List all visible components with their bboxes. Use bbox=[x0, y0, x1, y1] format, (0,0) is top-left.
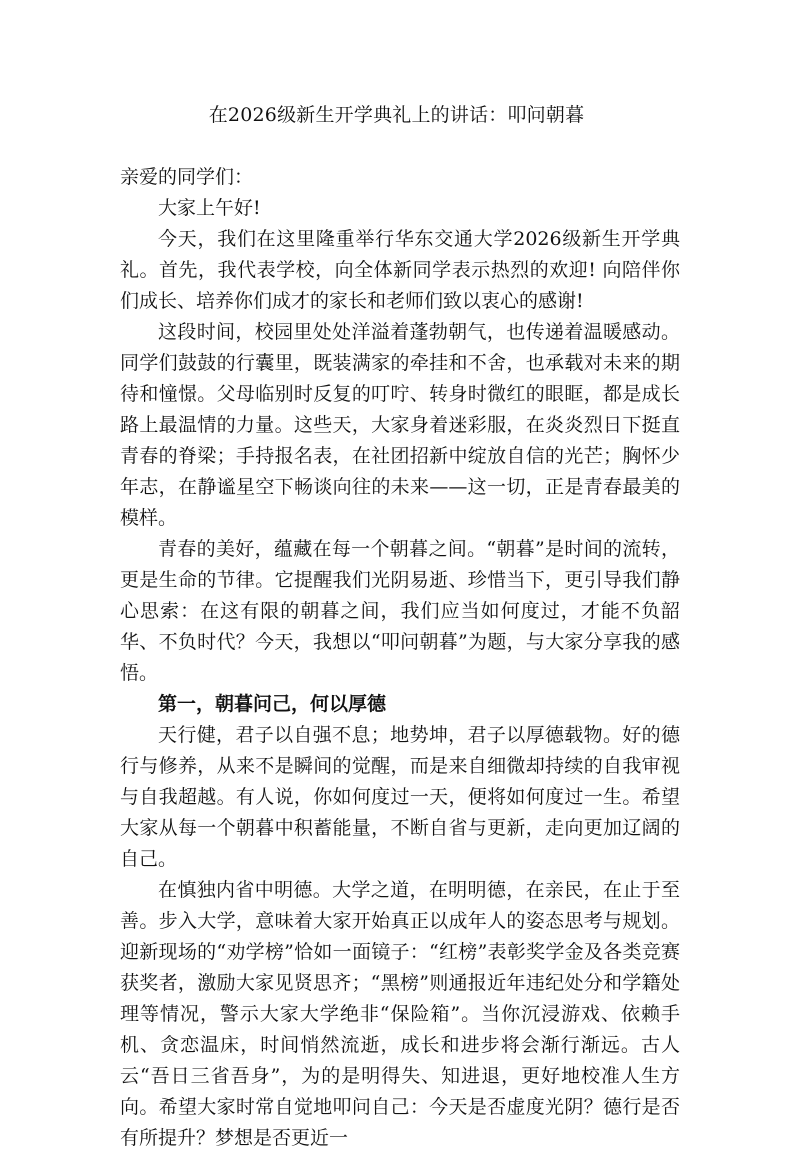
theme-paragraph: 青春的美好，蕴藏在每一个朝暮之间。“朝暮”是时间的流转，更是生命的节律。它提醒我们光阴易逝、珍惜当下，更引导我们静心思索：在这有限的朝暮之间，我们应当如何度过，才能不负韶华、不负时代？今天，我想以“叩问朝暮”为题，与大家分享我的感悟。 bbox=[120, 538, 680, 684]
virtue-paragraph: 天行健，君子以自强不息；地势坤，君子以厚德载物。好的德行与修养，从来不是瞬间的觉醒，而是来自细微却持续的自我审视与自我超越。有人说，你如何度过一天，便将如何度过一生。希望大家从每一个朝暮中积蓄能量，不断自省与更新，走向更加辽阔的自己。 bbox=[120, 724, 680, 870]
welcome-paragraph: 今天，我们在这里隆重举行华东交通大学2026级新生开学典礼。首先，我代表学校，向全体新同学表示热烈的欢迎! 向陪伴你们成长、培养你们成才的家长和老师们致以衷心的感谢! bbox=[120, 228, 680, 312]
document-title: 在2026级新生开学典礼上的讲话：叩问朝暮 bbox=[208, 104, 585, 126]
salutation: 亲爱的同学们： bbox=[120, 166, 254, 188]
document-body bbox=[120, 162, 680, 1154]
greeting-paragraph: 大家上午好! bbox=[158, 197, 261, 219]
campus-paragraph: 这段时间，校园里处处洋溢着蓬勃朝气，也传递着温暖感动。同学们鼓鼓的行囊里，既装满家的牵挂和不舍，也承载对未来的期待和憧憬。父母临别时反复的叮咛、转身时微红的眼眶，都是成长路上最温情的力量。这些天，大家身着迷彩服，在炎炎烈日下挺直青春的脊梁；手持报名表，在社团招新中绽放自信的光芒；胸怀少年志，在静谧星空下畅谈向往的未来——这一切，正是青春最美的模样。 bbox=[120, 321, 680, 529]
reflection-paragraph: 在慎独内省中明德。大学之道，在明明德，在亲民，在止于至善。步入大学，意味着大家开始真正以成年人的姿态思考与规划。迎新现场的“劝学榜”恰如一面镜子：“红榜”表彰奖学金及各类竞赛获奖者，激励大家见贤思齐；“黑榜”则通报近年违纪处分和学籍处理等情况，警示大家大学绝非“保险箱”。当你沉浸游戏、依赖手机、贪恋温床，时间悄然流逝，成长和进步将会渐行渐远。古人云“吾日三省吾身”，为的是明得失、知进退，更好地校准人生方向。希望大家时常自觉地叩问自己：今天是否虚度光阴？德行是否有所提升？梦想是否更近一 bbox=[120, 879, 680, 1149]
section-heading: 第一，朝暮问己，何以厚德 bbox=[158, 693, 387, 715]
